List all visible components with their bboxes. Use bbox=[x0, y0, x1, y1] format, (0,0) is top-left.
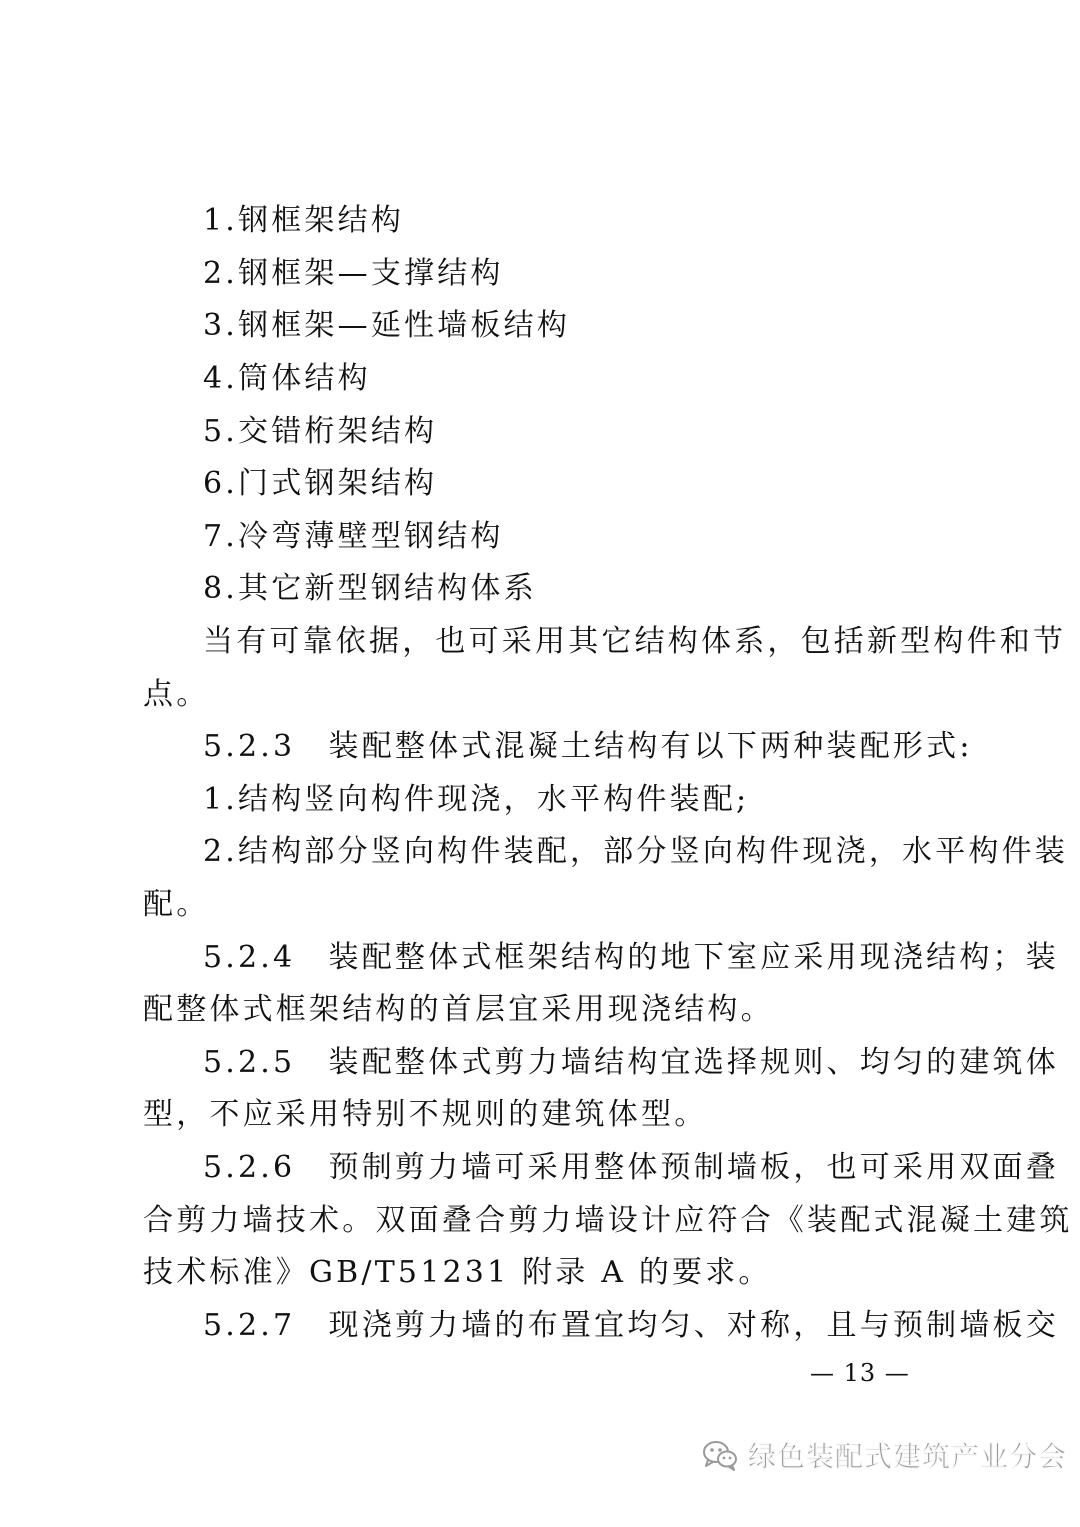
list-item-cold-formed-steel: 7.冷弯薄壁型钢结构 bbox=[203, 519, 504, 554]
paragraph-line: 配整体式框架结构的首层宜采用现浇结构。 bbox=[143, 992, 774, 1027]
paragraph-line: 型，不应采用特别不规则的建筑体型。 bbox=[143, 1097, 708, 1132]
list-item-steel-frame-ductile-wall: 3.钢框架—延性墙板结构 bbox=[203, 308, 571, 343]
paragraph-line: 当有可靠依据，也可采用其它结构体系，包括新型构件和节 bbox=[203, 624, 1067, 659]
watermark-text: 绿色装配式建筑产业分会 bbox=[748, 1440, 1068, 1473]
clause-5-2-3-item-2: 2.结构部分竖向构件装配，部分竖向构件现浇，水平构件装 bbox=[203, 834, 1069, 869]
list-item-other-steel-systems: 8.其它新型钢结构体系 bbox=[203, 571, 537, 606]
wechat-icon bbox=[700, 1435, 740, 1475]
list-item-steel-frame-brace: 2.钢框架—支撑结构 bbox=[203, 256, 504, 291]
list-item-tube-structure: 4.筒体结构 bbox=[203, 361, 371, 396]
list-item-portal-frame: 6.门式钢架结构 bbox=[203, 466, 438, 501]
page-number: — 13 — bbox=[810, 1359, 910, 1387]
clause-5-2-7: 5.2.7 现浇剪力墙的布置宜均匀、对称，且与预制墙板交 bbox=[203, 1308, 1059, 1343]
clause-5-2-6: 5.2.6 预制剪力墙可采用整体预制墙板，也可采用双面叠 bbox=[203, 1150, 1059, 1185]
paragraph-line: 技术标准》GB/T51231 附录 A 的要求。 bbox=[143, 1255, 772, 1290]
clause-5-2-3: 5.2.3 装配整体式混凝土结构有以下两种装配形式: bbox=[203, 729, 973, 764]
paragraph-line: 配。 bbox=[143, 887, 210, 922]
watermark bbox=[700, 1435, 1067, 1475]
clause-5-2-5: 5.2.5 装配整体式剪力墙结构宜选择规则、均匀的建筑体 bbox=[203, 1045, 1059, 1080]
clause-5-2-4: 5.2.4 装配整体式框架结构的地下室应采用现浇结构；装 bbox=[203, 940, 1059, 975]
clause-5-2-3-item-1: 1.结构竖向构件现浇，水平构件装配; bbox=[203, 782, 750, 817]
list-item-staggered-truss: 5.交错桁架结构 bbox=[203, 414, 438, 449]
paragraph-line: 点。 bbox=[143, 677, 210, 712]
paragraph-line: 合剪力墙技术。双面叠合剪力墙设计应符合《装配式混凝土建筑 bbox=[143, 1203, 1073, 1238]
list-item-steel-frame: 1.钢框架结构 bbox=[203, 203, 405, 238]
